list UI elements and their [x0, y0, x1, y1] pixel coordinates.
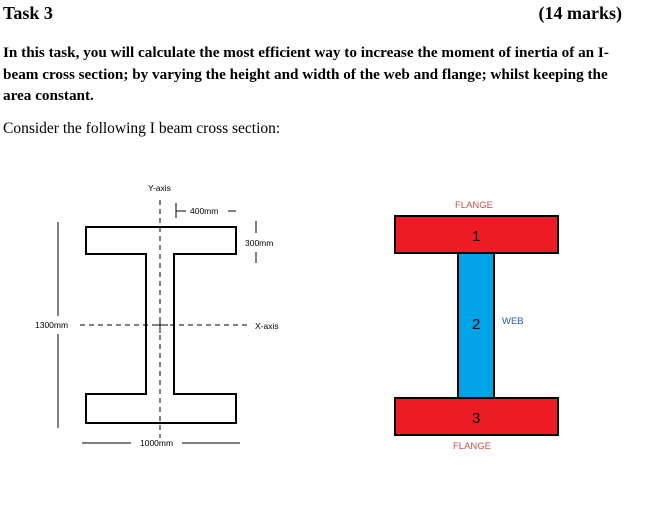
left-ibeam-diagram: [35, 183, 279, 448]
x-axis-label: X-axis: [255, 321, 279, 331]
dim-400-label: 400mm: [190, 206, 219, 216]
consider-text: Consider the following I beam cross section:: [3, 120, 281, 137]
task-intro-paragraph: In this task, you will calculate the most efficient way to increase the moment of inertia of an I-beam cross section; by varying the height and width of the web and flange; whilst keeping the area constant.: [3, 44, 609, 104]
part-1-label: 1: [472, 228, 481, 245]
right-ibeam-diagram: [395, 200, 558, 452]
part-2-label: 2: [472, 316, 481, 333]
flange-top-label: FLANGE: [455, 200, 494, 211]
y-axis-label: Y-axis: [148, 183, 171, 193]
dim-1300-label: 1300mm: [35, 320, 69, 330]
task-marks: (14 marks): [538, 3, 622, 23]
dim-1000-label: 1000mm: [140, 438, 174, 448]
task-title: Task 3: [3, 3, 53, 23]
part-3-label: 3: [472, 410, 481, 427]
flange-bottom-label: FLANGE: [453, 441, 492, 452]
web-label: WEB: [502, 316, 524, 327]
dim-300-label: 300mm: [245, 238, 274, 248]
